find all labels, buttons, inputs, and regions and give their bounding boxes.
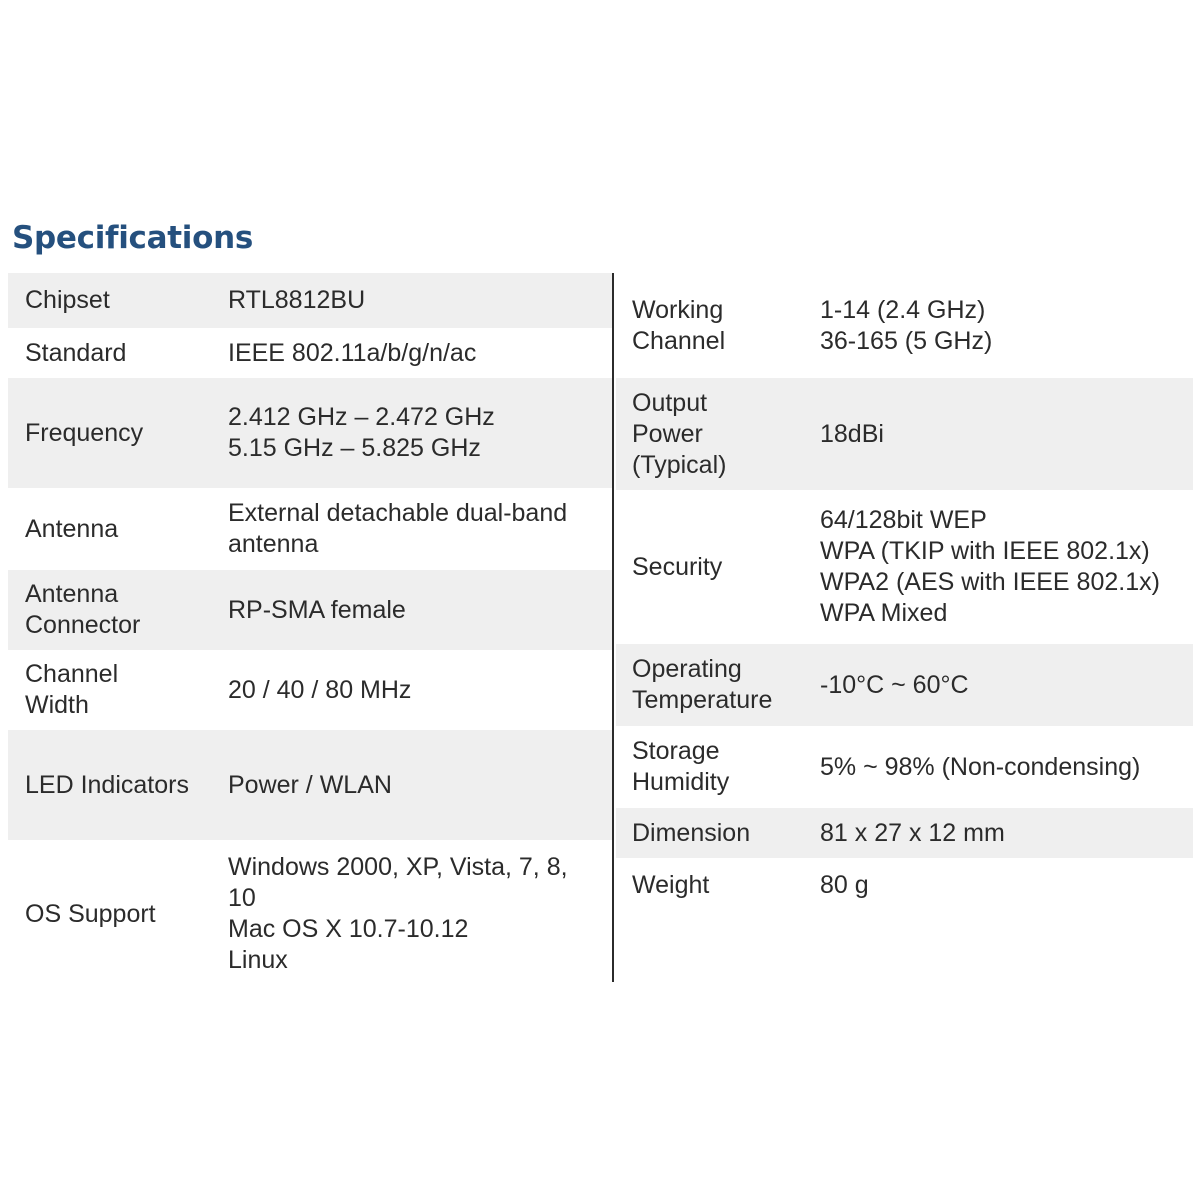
spec-label: Chipset <box>25 286 110 314</box>
spec-row-antenna-connector <box>8 570 612 650</box>
spec-value: RP-SMA female <box>228 595 406 624</box>
spec-row-dimension <box>616 808 1193 858</box>
spec-value: 20 / 40 / 80 MHz <box>228 675 412 704</box>
spec-value: 18dBi <box>820 419 884 448</box>
spec-table-right <box>616 273 1193 913</box>
spec-row-os-support <box>8 840 612 988</box>
spec-label: OS Support <box>25 899 156 928</box>
spec-label: Antenna Connector <box>25 580 141 639</box>
spec-value: 81 x 27 x 12 mm <box>820 818 1005 847</box>
spec-label: Storage Humidity <box>632 737 730 796</box>
spec-label: Frequency <box>25 418 144 447</box>
spec-label: LED Indicators <box>25 770 189 799</box>
spec-row-led-indicators <box>8 730 612 840</box>
spec-label: Output Power (Typical) <box>632 388 727 479</box>
spec-label: Security <box>632 552 723 581</box>
spec-value: IEEE 802.11a/b/g/n/ac <box>228 338 477 367</box>
spec-row-storage-humidity <box>616 726 1193 808</box>
spec-value: 1-14 (2.4 GHz) 36-165 (5 GHz) <box>820 295 993 355</box>
spec-label: Operating Temperature <box>632 655 773 714</box>
spec-label: Working Channel <box>632 295 726 355</box>
column-divider <box>612 273 614 982</box>
spec-row-security <box>616 490 1193 644</box>
spec-value: 64/128bit WEP WPA (TKIP with IEEE 802.1x) WPA2 (AES with IEEE 802.1x) WPA Mixed <box>820 506 1160 627</box>
spec-value: -10°C ~ 60°C <box>820 670 969 699</box>
spec-value: Power / WLAN <box>228 770 392 799</box>
spec-row-channel-width <box>8 650 612 730</box>
spec-row-chipset <box>8 273 612 328</box>
spec-value: 80 g <box>820 871 869 899</box>
page-title: Specifications <box>12 220 254 256</box>
spec-label: Antenna <box>25 514 119 543</box>
spec-label: Channel Width <box>25 660 119 719</box>
spec-value: RTL8812BU <box>228 286 366 314</box>
spec-value: Windows 2000, XP, Vista, 7, 8, 10 Mac OS X 10.7-10.12 Linux <box>228 853 568 974</box>
spec-value: 2.412 GHz – 2.472 GHz 5.15 GHz – 5.825 GHz <box>228 403 495 462</box>
spec-label: Standard <box>25 338 127 367</box>
spec-row-weight <box>616 858 1193 913</box>
spec-row-antenna <box>8 488 612 570</box>
spec-row-frequency <box>8 378 612 488</box>
spec-row-working-channel <box>616 273 1193 378</box>
spec-row-operating-temperature <box>616 644 1193 726</box>
spec-label: Weight <box>632 871 710 899</box>
spec-value: External detachable dual-band antenna <box>228 499 568 558</box>
spec-row-standard <box>8 328 612 378</box>
spec-table-left <box>8 273 612 988</box>
spec-value: 5% ~ 98% (Non-condensing) <box>820 752 1141 781</box>
spec-row-output-power <box>616 378 1193 490</box>
spec-label: Dimension <box>632 818 751 847</box>
